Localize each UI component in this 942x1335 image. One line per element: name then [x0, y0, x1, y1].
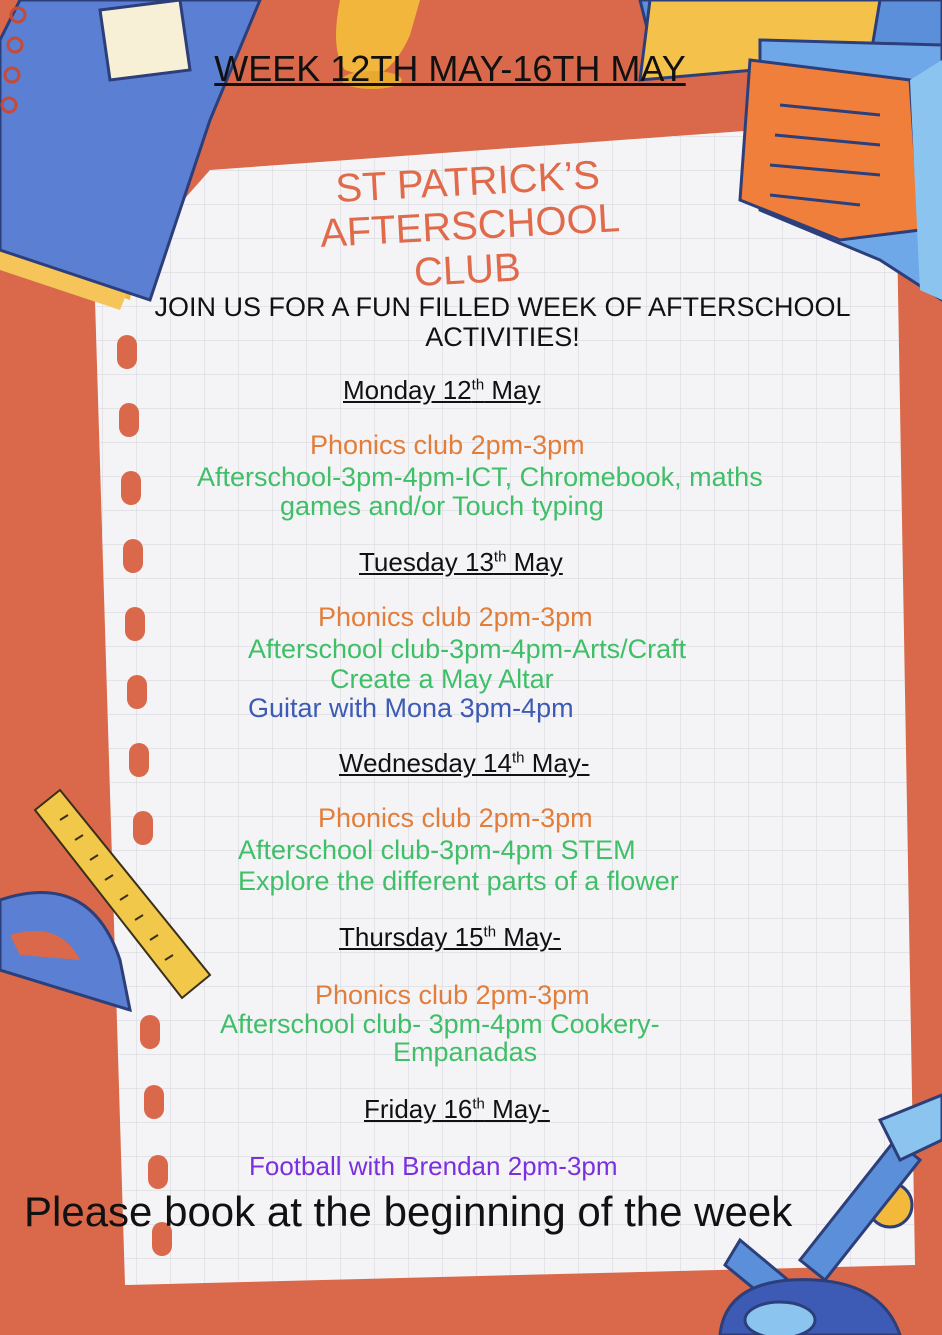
- club-title: [287, 151, 653, 302]
- day-heading-thursday: Thursday 15th May-: [339, 922, 562, 952]
- intro-line-2: ACTIVITIES!: [425, 322, 580, 352]
- tuesday-activity-2: Afterschool club-3pm-4pm-Arts/Craft: [248, 634, 687, 664]
- club-title-line-1: ST PATRICK’S: [334, 153, 601, 211]
- thursday-activity-3: Empanadas: [393, 1037, 538, 1067]
- tuesday-activity-4: Guitar with Mona 3pm-4pm: [248, 693, 574, 723]
- day-heading-tuesday: Tuesday 13th May: [359, 547, 563, 577]
- intro-line-1: JOIN US FOR A FUN FILLED WEEK OF AFTERSCHOOL: [154, 292, 851, 322]
- wednesday-activity-2: Afterschool club-3pm-4pm STEM: [238, 835, 636, 865]
- monday-activity-3: games and/or Touch typing: [280, 491, 604, 521]
- club-title-line-2: AFTERSCHOOL: [319, 196, 621, 256]
- tuesday-activity-1: Phonics club 2pm-3pm: [318, 602, 593, 632]
- wednesday-activity-3: Explore the different parts of a flower: [238, 866, 679, 896]
- day-heading-wednesday: Wednesday 14th May-: [339, 748, 590, 778]
- tuesday-activity-3: Create a May Altar: [330, 664, 554, 694]
- club-title-line-3: CLUB: [412, 245, 522, 295]
- week-heading: WEEK 12TH MAY-16TH MAY: [214, 48, 686, 89]
- thursday-activity-1: Phonics club 2pm-3pm: [315, 980, 590, 1010]
- wednesday-activity-1: Phonics club 2pm-3pm: [318, 803, 593, 833]
- booking-note: Please book at the beginning of the week: [24, 1188, 793, 1235]
- monday-activity-1: Phonics club 2pm-3pm: [310, 430, 585, 460]
- monday-activity-2: Afterschool-3pm-4pm-ICT, Chromebook, maths: [197, 462, 763, 492]
- thursday-activity-2: Afterschool club- 3pm-4pm Cookery-: [220, 1009, 660, 1039]
- friday-activity-1: Football with Brendan 2pm-3pm: [249, 1151, 618, 1181]
- day-heading-friday: Friday 16th May-: [364, 1094, 550, 1124]
- day-heading-monday: Monday 12th May: [343, 375, 541, 405]
- protractor-icon: [0, 893, 130, 1011]
